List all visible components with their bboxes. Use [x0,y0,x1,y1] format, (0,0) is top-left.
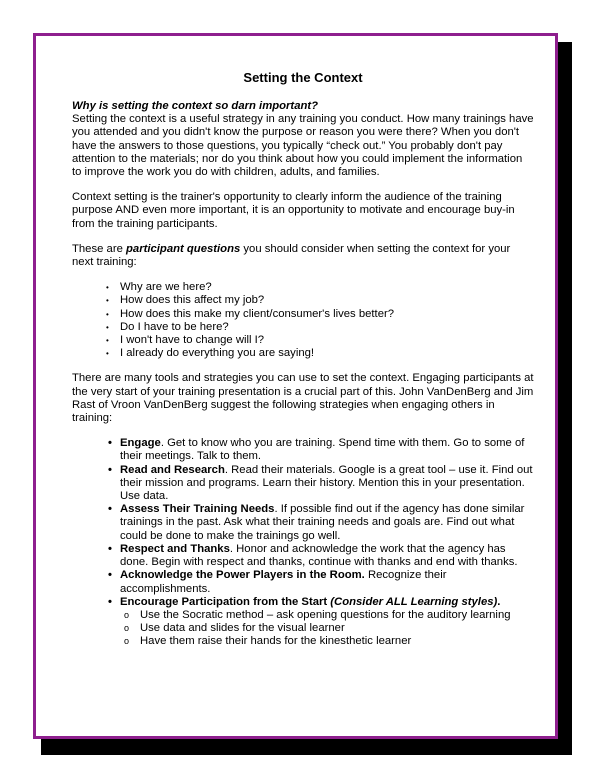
strategy-text: . Get to know who you are training. Spend time with them. Go to some of their meetings. Talk to them. [120,437,525,463]
list-item: • How does this affect my job? [106,294,534,307]
strategies-list [72,437,534,648]
sub-list-item: o Use the Socratic method – ask opening questions for the auditory learning [124,609,534,622]
strategy-emphasis: (Consider ALL Learning styles) [330,595,498,608]
list-item [108,596,534,649]
strategy-text: . Read their materials. Google is a great tool – use it. Find out their mission and programs. Learn their history. Mention this in your presentation. Use data. [120,463,533,503]
paragraph-3-prefix: These are [72,242,127,255]
paragraph-2: Context setting is the trainer's opportunity to clearly inform the audience of the training purpose AND even more important, it is an opportunity to motivate and encourage buy-in from the training participants. [72,191,515,230]
strategy-title: Encourage Participation from the Start [120,595,331,608]
list-item [108,543,534,569]
sub-list-item: o Have them raise their hands for the kinesthetic learner [124,635,534,648]
document-title: Setting the Context [243,70,363,85]
strategy-text: . If possible find out if the agency has done similar trainings in the past. Ask what their training needs and goals are. Find out what could be done to make the trainings go well. [120,503,525,542]
sub-list-item: o Use data and slides for the visual learner [124,622,534,635]
paragraph-1: Setting the context is a useful strategy in any training you conduct. How many trainings have you attended and you didn't know the purpose or reason you were there? When you don't have the answers to those questions, you typically “check out.” You probably don't pay attention to the materials; nor do you think about how you could implement the information to improve the work you do with children, adults, and families. [72,113,534,179]
paragraph-3-suffix: you should consider when setting the context for your next training: [72,242,511,269]
list-item: • I already do everything you are saying! [106,347,534,360]
strategy-end: . [497,595,501,608]
strategy-title: Respect and Thanks [120,542,230,555]
document-content [72,70,534,649]
list-item: • Why are we here? [106,281,534,294]
paragraph-4: There are many tools and strategies you can use to set the context. Engaging participants at the very start of your training presentation is a crucial part of this. John VanDenBerg and Jim Rast of Vroon VanDenBerg suggest the following strategies when engaging others in training: [72,372,534,425]
strategy-title: Acknowledge the Power Players in the Room. [120,569,365,582]
strategy-title: Read and Research [120,463,225,476]
participant-questions-list [72,281,534,360]
strategy-title: Engage [120,437,161,450]
list-item: • I won't have to change will I? [106,334,534,347]
strategy-text: Recognize their accomplishments. [120,569,447,595]
list-item [108,569,534,595]
document-page [33,33,558,739]
list-item [108,437,534,463]
list-item: • Do I have to be here? [106,321,534,334]
learning-styles-sublist [120,609,534,649]
question-heading: Why is setting the context so darn important? [72,100,319,112]
strategy-title: Assess Their Training Needs [120,503,275,516]
list-item: • How does this make my client/consumer's lives better? [106,308,534,321]
paragraph-3 [72,243,534,269]
list-item [108,503,534,543]
paragraph-3-emphasis: participant questions [126,242,241,255]
list-item [108,464,534,504]
strategy-text: . Honor and acknowledge the work that the agency has done. Begin with respect and thanks, continue with thanks and end with thanks. [120,542,518,569]
